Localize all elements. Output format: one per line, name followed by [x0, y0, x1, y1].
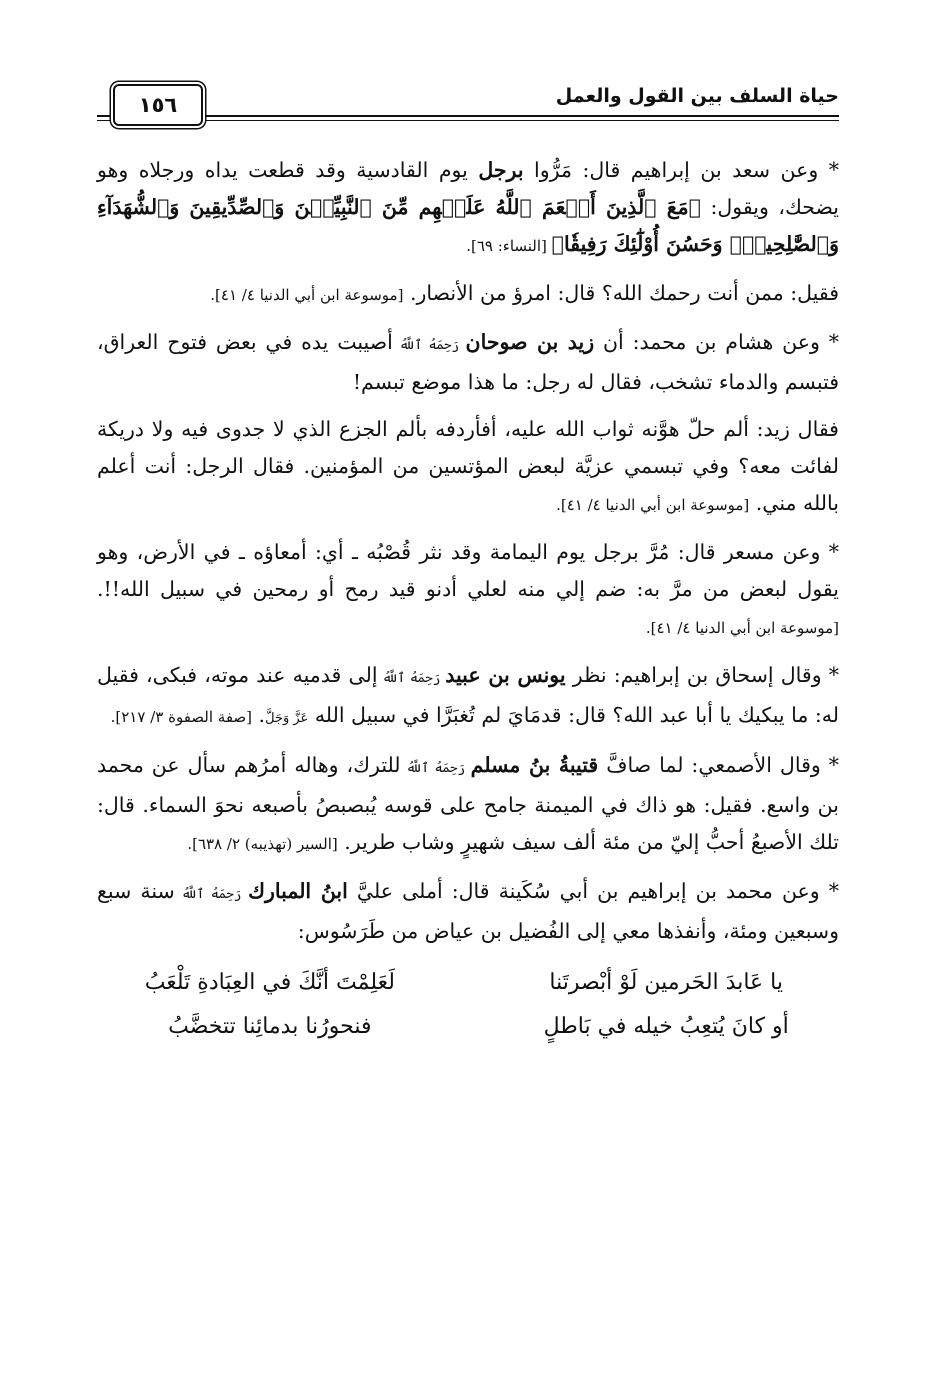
page-number: ١٥٦ — [113, 84, 203, 126]
honorific: رَحِمَهُ ٱللَّهُ — [377, 671, 446, 686]
honorific: عَزَّ وَجَلَّ — [265, 711, 309, 726]
paragraph-text: فقيل: ممن أنت رحمك الله؟ قال: امرؤ من الأنصار. — [403, 281, 839, 305]
page-content — [97, 152, 839, 1048]
paragraph-5 — [97, 534, 839, 647]
paragraph-text: أصيبت يده في بعض فتوح العراق، فتبسم والدماء تشخب، فقال له رجل: ما هذا موضع تبسم! — [97, 330, 839, 394]
paragraph-8 — [97, 873, 839, 950]
person-name: ابنُ المبارك — [248, 879, 348, 903]
paragraph-text: * وعن مسعر قال: مُرَّ برجل يوم اليمامة وقد نثر قُصْبُه ـ أي: أمعاؤه ـ في الأرض، وهو يقول لبعض من مرَّ به: ضم إلي منه لعلي أدنو قيد رمح أو رمحين في سبيل الله!!. — [97, 540, 839, 601]
citation: [النساء: ٦٩]. — [466, 237, 552, 255]
poem-hemistich-first: يا عَابدَ الحَرمين لَوْ أبْصرتَنا — [549, 969, 783, 995]
poem — [97, 960, 839, 1048]
paragraph-text: للترك، وهاله أمرُهم سأل عن محمد بن واسع. فقيل: هو ذاك في الميمنة جامح على قوسه يُبصبصُ بأصبعه نحوَ السماء. قال: تلك الأصبعُ أحبُّ إليّ من مئة ألف سيف شهيرٍ وشاب طرير. — [97, 753, 839, 854]
citation: [موسوعة ابن أبي الدنيا ٤/ ٤١]. — [210, 286, 404, 304]
paragraph-text: يوم القادسية وقد قطعت يداه ورجلاه وهو يضحك، ويقول: — [97, 158, 839, 219]
paragraph-text: * وقال إسحاق بن إبراهيم: نظر — [565, 663, 840, 687]
honorific: رَحِمَهُ ٱللَّهُ — [174, 887, 249, 902]
paragraph-text: فقال زيد: ألم حلّ هوَّنه ثواب الله عليه، أفأردفه بألم الجزع الذي لا جدوى فيه ولا دريكة لفائت معه؟ وفي تبسمي عزيَّة لبعض المؤتسين من المؤمنين. فقال الرجل: أنت أعلم بالله مني. — [97, 417, 839, 515]
person-name: يونس بن عبيد — [445, 663, 566, 687]
poem-hemistich-second: لَعَلِمْتَ أنَّكَ في العِبَادةِ تَلْعَبُ — [144, 969, 395, 995]
citation: [موسوعة ابن أبي الدنيا ٤/ ٤١]. — [645, 619, 839, 637]
poem-verse — [97, 1004, 839, 1048]
paragraph-text: إلى قدميه عند موته، فبكى، فقيل له: ما يبكيك يا أبا عبد الله؟ قال: قدمَايَ لم تُغبَرَّا في سبيل الله — [97, 663, 839, 727]
citation: [صفة الصفوة ٣/ ٢١٧]. — [110, 708, 253, 726]
emphasized-word: برجل — [478, 158, 524, 182]
poem-verse — [97, 960, 839, 1004]
poem-hemistich-first: أو كانَ يُتعِبُ خيله في بَاطلٍ — [543, 1013, 789, 1039]
paragraph-text: * وعن محمد بن إبراهيم بن أبي سُكَينة قال: أملى عليَّ — [347, 879, 839, 903]
honorific: رَحِمَهُ ٱللَّهُ — [392, 338, 466, 353]
person-name: قتيبةُ بنُ مسلم — [470, 753, 599, 777]
poem-hemistich-second: فنحورُنا بدمائِنا تتخضَّبُ — [168, 1013, 372, 1039]
paragraph-text: . — [252, 703, 266, 727]
paragraph-1 — [97, 152, 839, 265]
person-name: زيد بن صوحان — [465, 330, 595, 354]
citation: [السير (تهذيبه) ٢/ ٦٣٨]. — [187, 835, 338, 853]
paragraph-2 — [97, 275, 839, 314]
paragraph-text: * وعن سعد بن إبراهيم قال: مَرُّوا — [523, 158, 839, 182]
quran-verse: ﴿مَعَ ٱلَّذِينَ أَنۡعَمَ ٱللَّهُ عَلَيۡهِم مِّنَ ٱلنَّبِيِّـۧنَ وَٱلصِّدِّيقِينَ وَٱلشُّهَدَآءِ وَٱلصَّٰلِحِينَۚ وَحَسُنَ أُوْلَٰٓئِكَ رَفِيقٗا﴾ — [97, 195, 839, 256]
page-header — [97, 80, 839, 130]
paragraph-text: سنة سبع وسبعين ومئة، وأنفذها معي إلى الفُضيل بن عياض من طَرَسُوس: — [97, 879, 839, 943]
header-rule — [97, 115, 839, 117]
paragraph-text: * وعن هشام بن محمد: أن — [594, 330, 840, 354]
paragraph-6 — [97, 657, 839, 737]
header-rule-thin — [97, 120, 839, 121]
honorific: رَحِمَهُ ٱللَّهُ — [400, 761, 471, 776]
running-title: حياة السلف بين القول والعمل — [555, 85, 839, 107]
citation: [موسوعة ابن أبي الدنيا ٤/ ٤١]. — [556, 496, 750, 514]
paragraph-4 — [97, 411, 839, 524]
paragraph-7 — [97, 747, 839, 863]
paragraph-text: * وقال الأصمعي: لما صافَّ — [598, 753, 839, 777]
paragraph-3 — [97, 324, 839, 401]
